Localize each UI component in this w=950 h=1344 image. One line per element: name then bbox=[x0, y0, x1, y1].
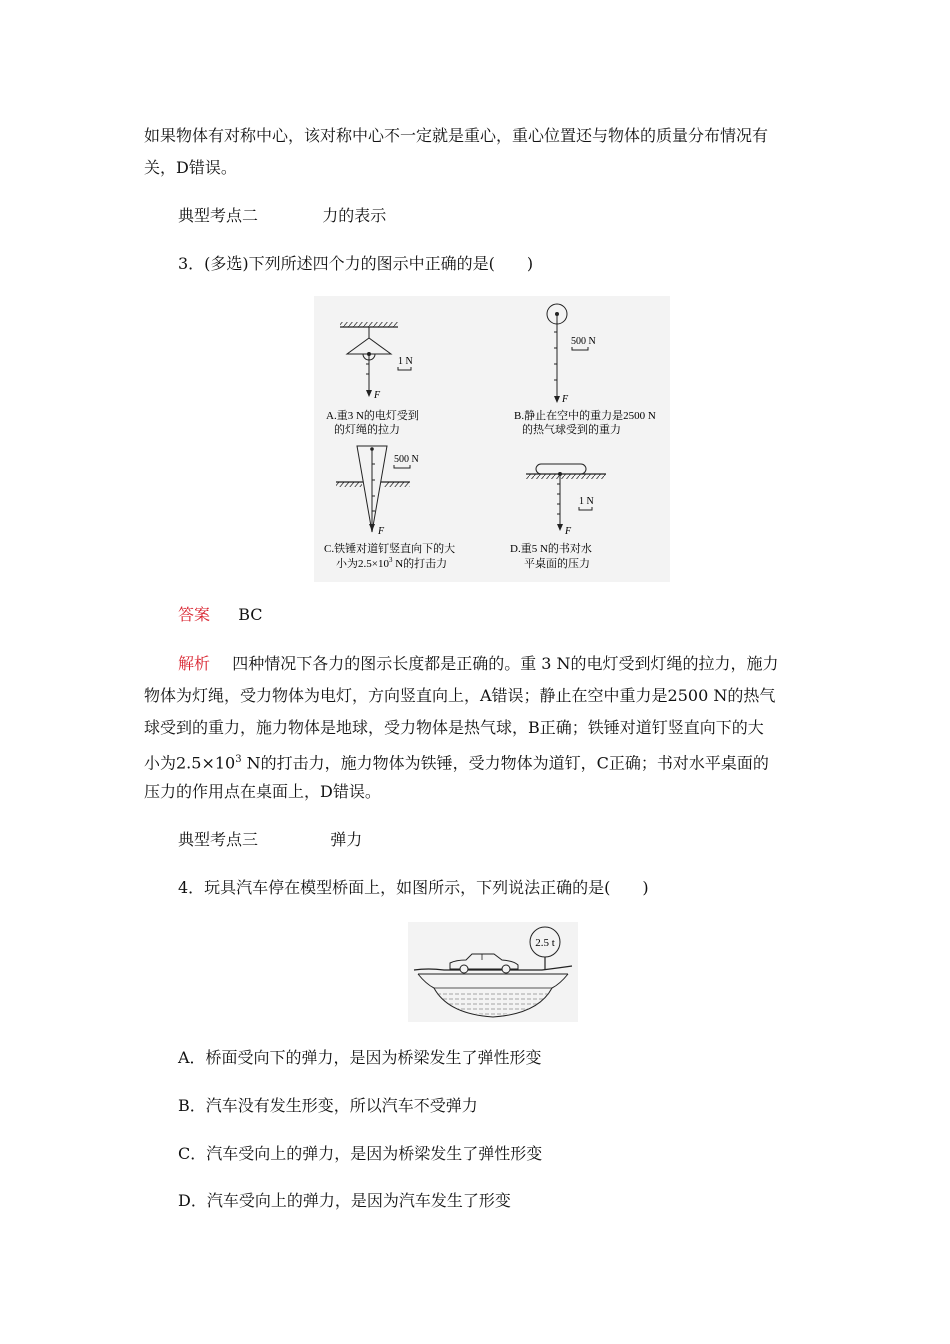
panel-d-caption-2: 平桌面的压力 bbox=[524, 558, 590, 570]
option-c: C．汽车受向上的弹力，是因为桥梁发生了弹性形变 bbox=[178, 1144, 543, 1163]
panel-b-force-label: F bbox=[562, 394, 569, 405]
weight-sign-label: 2.5 t bbox=[535, 937, 555, 949]
panel-b-caption-2: 的热气球受到的重力 bbox=[522, 424, 621, 436]
question4-stem: 4．玩具汽车停在模型桥面上，如图所示，下列说法正确的是( ) bbox=[178, 878, 649, 897]
panel-d-force-label: F bbox=[565, 526, 572, 537]
option-b: B．汽车没有发生形变，所以汽车不受弹力 bbox=[178, 1096, 478, 1115]
question3-stem: 3．(多选)下列所述四个力的图示中正确的是( ) bbox=[178, 254, 534, 273]
panel-b-balloon bbox=[514, 304, 656, 436]
answer-label: 答案 bbox=[178, 605, 211, 624]
panel-a-caption-2: 的灯绳的拉力 bbox=[334, 424, 400, 436]
section3-label: 典型考点三 bbox=[178, 830, 259, 849]
section2-heading bbox=[178, 206, 386, 226]
para1-line1: 如果物体有对称中心，该对称中心不一定就是重心，重心位置还与物体的质量分布情况有 bbox=[144, 126, 769, 145]
analysis3-line2: 物体为灯绳，受力物体为电灯，方向竖直向上，A错误；静止在空中重力是2500 N的热气 bbox=[144, 686, 776, 705]
panel-d-scale-label: 1 N bbox=[579, 496, 594, 507]
panel-a-scale-label: 1 N bbox=[398, 356, 413, 367]
answer3 bbox=[178, 605, 263, 625]
analysis3-line5: 压力的作用点在桌面上，D错误。 bbox=[144, 782, 381, 801]
panel-d-book bbox=[510, 464, 606, 570]
analysis3-line4: 小为$2.5\times 10^3$ N的打击力，施力物体为铁锤，受力物体为道钉，C正确；书对水平桌面的 bbox=[144, 753, 769, 773]
panel-b-caption-1: B.静止在空中的重力是2500 N bbox=[514, 410, 656, 422]
panel-b-scale-label: 500 N bbox=[571, 336, 596, 347]
analysis3-line1: 解析 四种情况下各力的图示长度都是正确的。重 3 N的电灯受到灯绳的拉力，施力 bbox=[178, 654, 779, 673]
force-diagram-figure bbox=[314, 296, 670, 582]
bridge-car-figure bbox=[408, 922, 578, 1022]
panel-c-scale-label: 500 N bbox=[394, 454, 419, 465]
panel-c-force-label: F bbox=[378, 526, 385, 537]
para1-line2: 关，D错误。 bbox=[144, 158, 237, 177]
panel-d-caption-1: D.重5 N的书对水 bbox=[510, 543, 592, 555]
panel-c-caption-1: C.铁锤对道钉竖直向下的大 bbox=[324, 543, 456, 555]
section3-title: 弹力 bbox=[330, 830, 363, 849]
panel-a-caption-1: A.重3 N的电灯受到 bbox=[326, 410, 419, 422]
section3-heading bbox=[178, 830, 362, 850]
panel-c-caption-2: 小为$2.5\times 10^3$ N的打击力 bbox=[336, 556, 448, 570]
panel-c-spike bbox=[324, 446, 455, 570]
answer-value: BC bbox=[238, 605, 263, 624]
analysis-label: 解析 bbox=[178, 654, 211, 673]
panel-a-lamp bbox=[326, 322, 419, 436]
option-d: D．汽车受向上的弹力，是因为汽车发生了形变 bbox=[178, 1191, 511, 1210]
section2-title: 力的表示 bbox=[322, 206, 387, 225]
panel-a-force-label: F bbox=[374, 390, 381, 401]
option-a: A．桥面受向下的弹力，是因为桥梁发生了弹性形变 bbox=[178, 1048, 542, 1067]
analysis3-line3: 球受到的重力，施力物体是地球，受力物体是热气球，B正确；铁锤对道钉竖直向下的大 bbox=[144, 718, 764, 737]
section2-label: 典型考点二 bbox=[178, 206, 259, 225]
